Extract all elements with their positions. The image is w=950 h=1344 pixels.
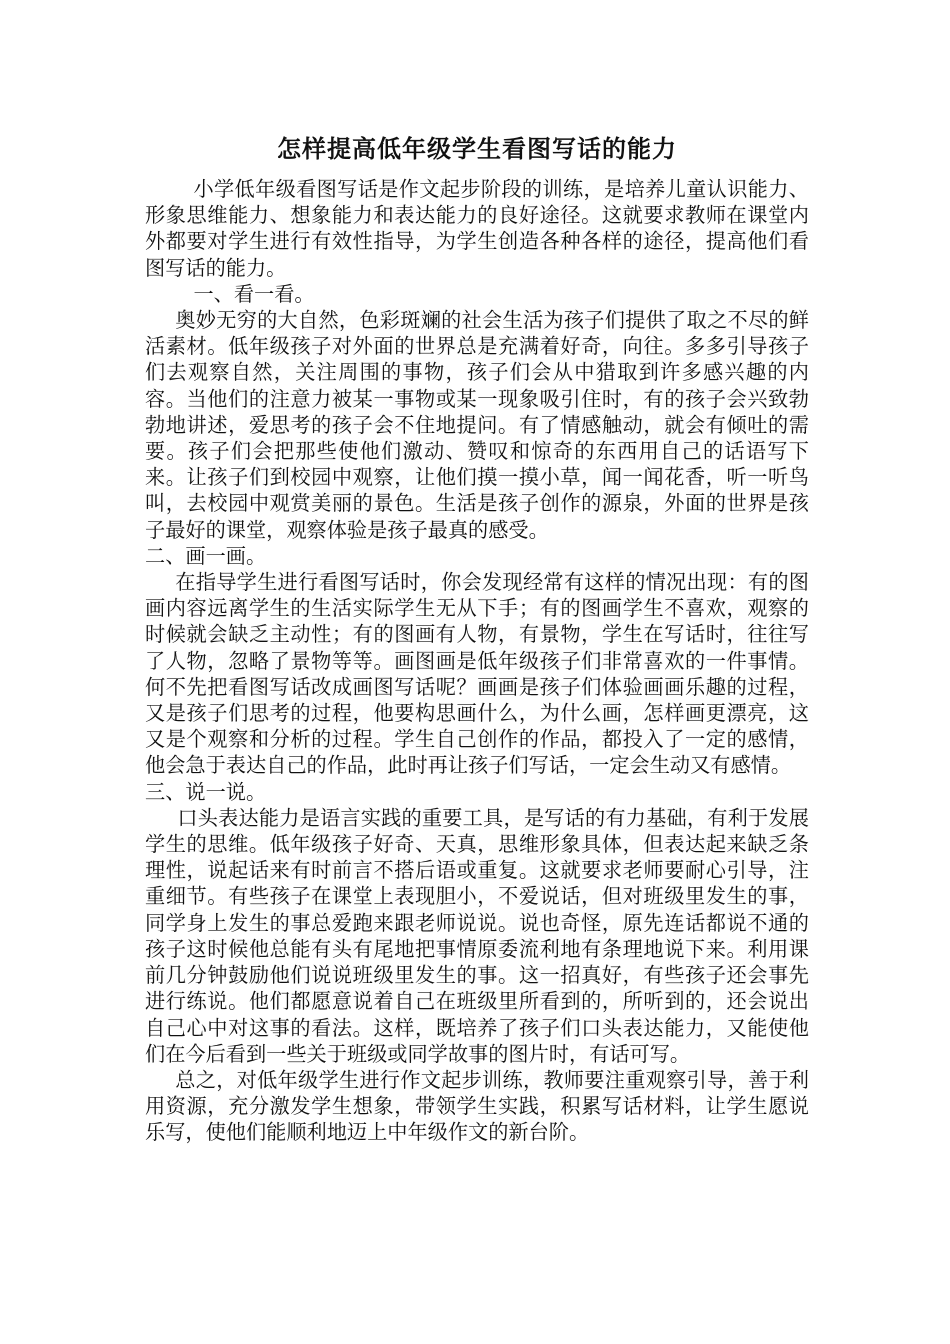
section-heading-speak: 三、说一说。 [145, 779, 267, 804]
intro-paragraph: 小学低年级看图写话是作文起步阶段的训练，是培养儿童认识能力、形象思维能力、想象能力和表达能力的良好途径。这就要求教师在课堂内外都要对学生进行有效性指导，为学生创造各种各样的途径，提高他们看图写话的能力。 [145, 177, 809, 280]
section-heading-look: 一、看一看。 [193, 281, 315, 306]
section-body-speak: 口头表达能力是语言实践的重要工具，是写话的有力基础，有利于发展学生的思维。低年级孩子好奇、天真，思维形象具体，但表达起来缺乏条理性，说起话来有时前言不搭后语或重复。这就要求老师要耐心引导，注重细节。有些孩子在课堂上表现胆小，不爱说话，但对班级里发生的事，同学身上发生的事总爱跑来跟老师说说。说也奇怪，原先连话都说不通的孩子这时候他总能有头有尾地把事情原委流利地有条理地说下来。利用课前几分钟鼓励他们说说班级里发生的事。这一招真好，有些孩子还会事先进行练说。他们都愿意说着自己在班级里所看到的，所听到的，还会说出自己心中对这事的看法。这样，既培养了孩子们口头表达能力，又能使他们在今后看到一些关于班级或同学故事的图片时，有话可写。 [145, 805, 809, 1066]
conclusion-paragraph: 总之，对低年级学生进行作文起步训练，教师要注重观察引导，善于利用资源，充分激发学生想象，带领学生实践，积累写话材料，让学生愿说乐写，使他们能顺利地迈上中年级作文的新台阶。 [145, 1067, 809, 1145]
document-page [145, 132, 809, 1146]
document-title: 怎样提高低年级学生看图写话的能力 [277, 134, 677, 163]
section-body-draw: 在指导学生进行看图写话时，你会发现经常有这样的情况出现：有的图画内容远离学生的生活实际学生无从下手；有的图画学生不喜欢，观察的时候就会缺乏主动性；有的图画有人物，有景物，学生在写话时，往往写了人物，忽略了景物等等。画图画是低年级孩子们非常喜欢的一件事情。何不先把看图写话改成画图写话呢？画画是孩子们体验画画乐趣的过程，又是孩子们思考的过程，他要构思画什么，为什么画，怎样画更漂亮，这又是个观察和分析的过程。学生自己创作的作品，都投入了一定的感情，他会急于表达自己的作品，此时再让孩子们写话，一定会生动又有感情。 [145, 570, 809, 778]
section-heading-draw: 二、画一画。 [145, 543, 267, 568]
section-body-look: 奥妙无穷的大自然，色彩斑斓的社会生活为孩子们提供了取之不尽的鲜活素材。低年级孩子对外面的世界总是充满着好奇，向往。多多引导孩子们去观察自然，关注周围的事物，孩子们会从中猎取到许多感兴趣的内容。当他们的注意力被某一事物或某一现象吸引住时，有的孩子会兴致勃勃地讲述，爱思考的孩子会不住地提问。有了情感触动，就会有倾吐的需要。孩子们会把那些使他们激动、赞叹和惊奇的东西用自己的话语写下来。让孩子们到校园中观察，让他们摸一摸小草，闻一闻花香，听一听鸟叫，去校园中观赏美丽的景色。生活是孩子创作的源泉，外面的世界是孩子最好的课堂，观察体验是孩子最真的感受。 [145, 308, 809, 542]
